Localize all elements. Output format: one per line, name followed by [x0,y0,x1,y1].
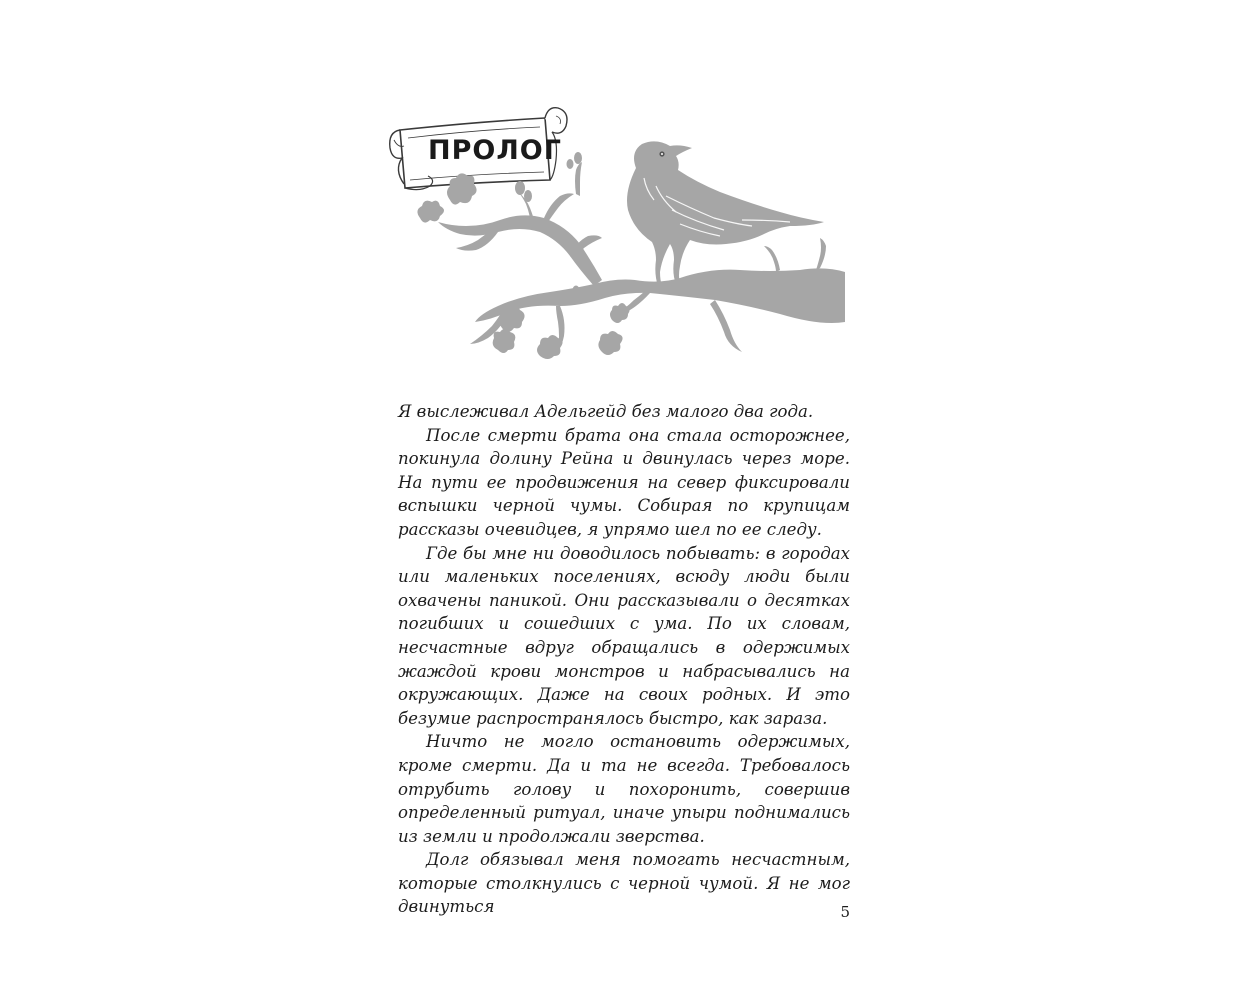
page-number: 5 [840,903,850,921]
chapter-title: ПРОЛОГ [428,135,562,166]
paragraph-2: После смерти брата она стала осторожнее, покинула долину Рейна и двинулась через море. На пути ее продвижения на север фиксировали вспышки черной чумы. Собирая по крупицам рассказы очевидцев, я упрямо шел по ее следу. [398,425,850,539]
paragraph-4: Ничто не могло остановить одержимых, кроме смерти. Да и та не всегда. Требовалось отрубить голову и похоронить, совершив определенный ритуал, иначе упыри поднимались из земли и продолжали зверства. [398,732,850,846]
paragraph-3: Где бы мне ни доводилось побывать: в городах или маленьких поселениях, всюду люди были охвачены паникой. Они рассказывали о десятках погибших и сошедших с ума. По их словам, несчастные вдруг обращались в одержимых жаждой крови монстров и набрасывались на окружающих. Даже на своих родных. И это безумие распространялось быстро, как зараза. [398,543,850,728]
raven-icon [627,141,824,292]
paragraph-5: Долг обязывал меня помогать несчастным, которые столкнулись с черной чумой. Я не мог двинуться [398,850,850,917]
paragraph-1: Я выслеживал Адельгейд без малого два года. [398,402,814,421]
body-text [398,400,850,919]
